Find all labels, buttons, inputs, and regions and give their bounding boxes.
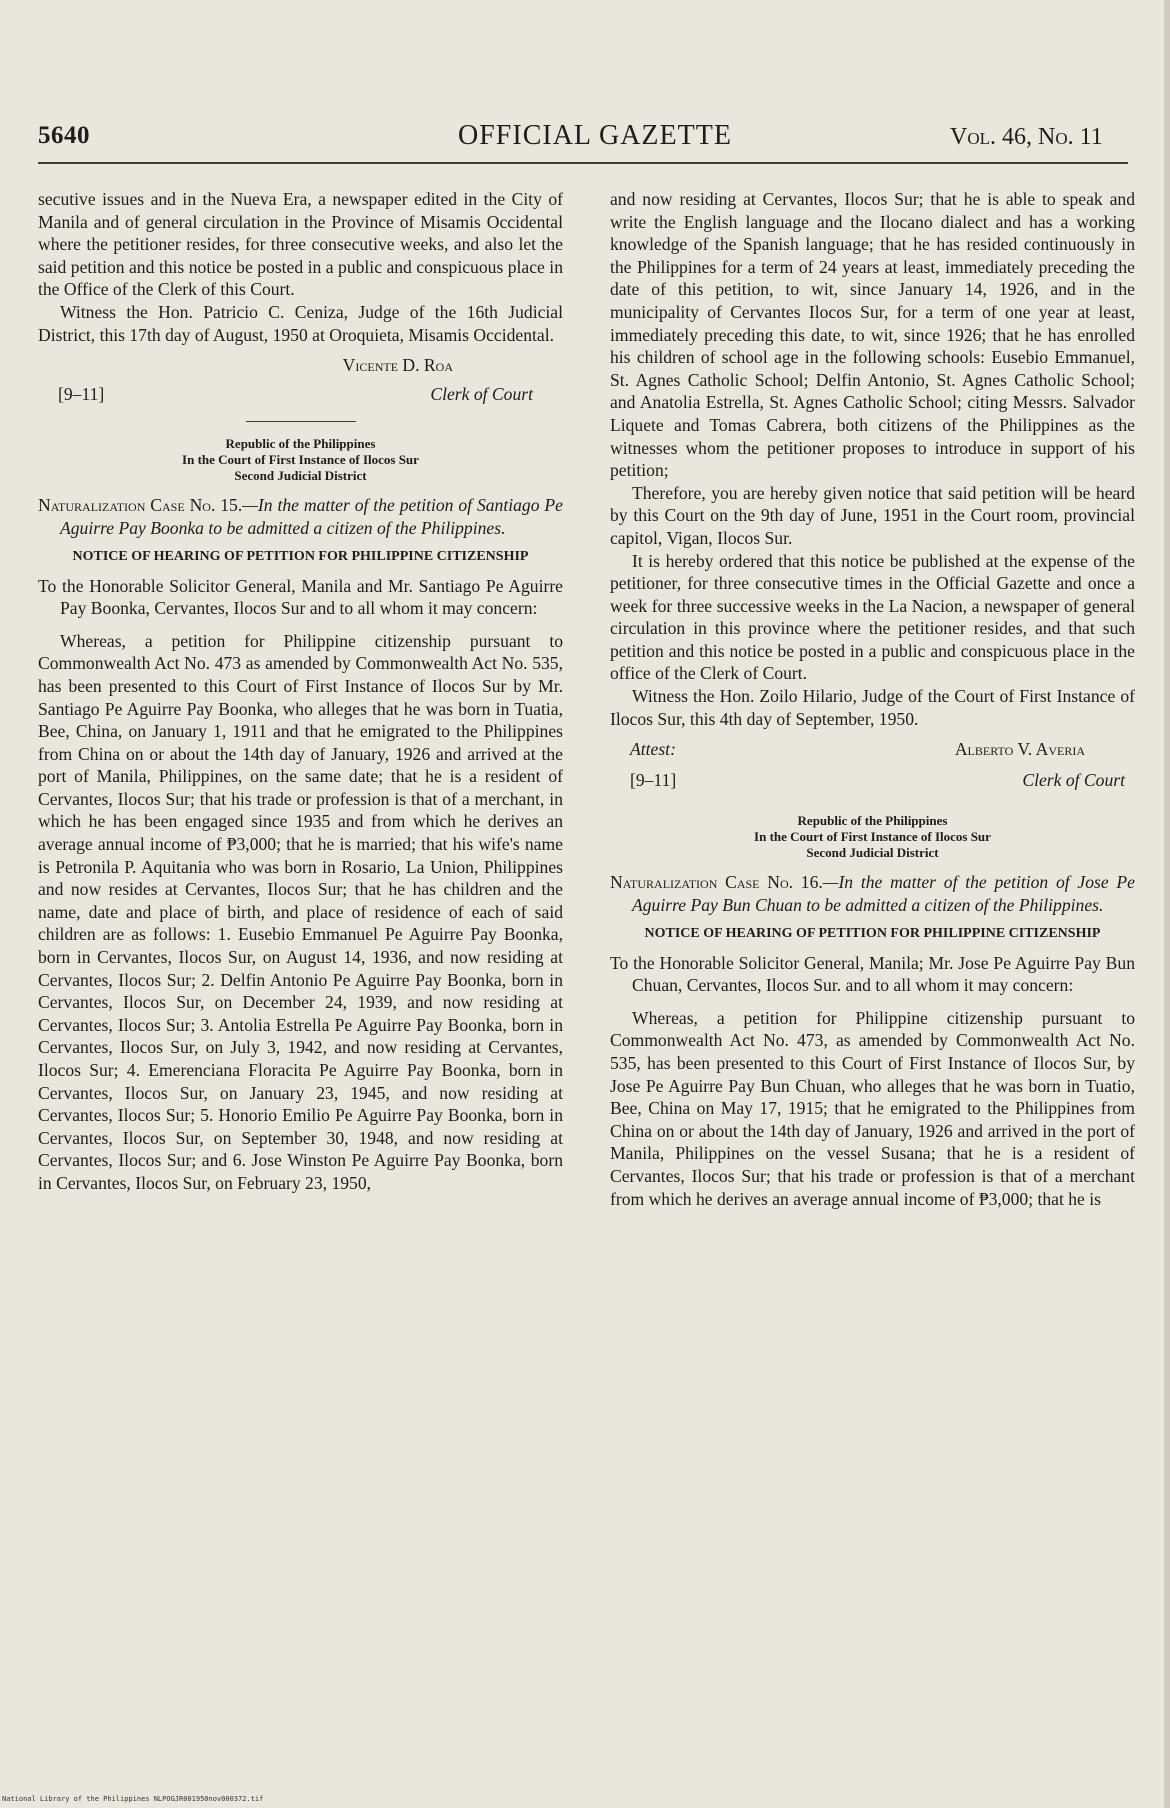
case-label: Naturalization Case No. 15. xyxy=(38,495,243,516)
volume-number: Vol. 46, No. 11 xyxy=(950,124,1103,150)
section-divider xyxy=(246,421,356,422)
court-line: Republic of the Philippines xyxy=(797,813,948,829)
court-line: In the Court of First Instance of Ilocos Sur xyxy=(754,829,991,845)
court-heading xyxy=(38,436,563,484)
court-line: In the Court of First Instance of Ilocos Sur xyxy=(182,452,419,468)
issue-ref: [9–11] xyxy=(630,769,677,790)
page-edge xyxy=(1164,0,1170,1808)
attest-label: Attest: xyxy=(630,739,676,760)
paragraph: secutive issues and in the Nueva Era, a newspaper edited in the City of Manila and of general circulation in the Province of Misamis Occidental where the petitioner resides, for three consecutive weeks, and also let the said petition and this notice be posted in a public and conspicuous place in the Office of the Clerk of this Court. xyxy=(38,189,563,300)
case-text: —In the matter of the petition of Jose Pe Aguirre Pay Bun Chuan to be admitted a citizen of the Philippines. xyxy=(632,872,1135,916)
court-line: Second Judicial District xyxy=(234,468,367,484)
signature-line xyxy=(38,383,563,406)
signature-line xyxy=(610,769,1135,792)
paragraph: Whereas, a petition for Philippine citizenship pursuant to Commonwealth Act No. 473 as amended by Commonwealth Act No. 535, has been presented to this Court of First Instance of Ilocos Sur by Mr. Santiago Pe Aguirre Pay Boonka, who alleges that he was born in Tuatia, Bee, China, on January 1, 1911 and that he emigrated to the Philippines from China on or about the 14th day of January, 1926 and arrived at the port of Manila, Philippines, on the same date; that he is a resident of Cervantes, Ilocos Sur; that his trade or profession is that of a merchant, in which he has been engaged since 1935 and from which he derives an average annual income of ₱3,000; that he is married; that his wife's name is Petronila P. Aquitania who was born in Rosario, La Union, Philippines and now resides at Cervantes, Ilocos Sur; that he has children and the name, date and place of birth, and place of residence of each of said children are as follows: 1. Eusebio Emmanuel Pe Aguirre Pay Boonka, born in Cervantes, Ilocos Sur, on August 14, 1936, and now residing at Cervantes, Ilocos Sur; 2. Delfin Antonio Pe Aguirre Pay Boonka, born in Cervantes, Ilocos Sur, on December 24, 1939, and now residing at Cervantes, Ilocos Sur; 3. Antolia Estrella Pe Aguirre Pay Boonka, born in Cervantes, Ilocos Sur, on July 3, 1942, and now residing at Cervantes, Ilocos Sur; 4. Emerenciana Floracita Pe Aguirre Pay Boonka, born in Cervantes, Ilocos Sur, on January 23, 1945, and now residing at Cervantes, Ilocos Sur; 5. Honorio Emilio Pe Aguirre Pay Boonka, born in Cervantes, Ilocos Sur, on September 30, 1948, and now residing at Cervantes, Ilocos Sur; and 6. Jose Winston Pe Aguirre Pay Boonka, born in Cervantes, Ilocos Sur, on February 23, 1950, xyxy=(38,630,563,1193)
case-text: —In the matter of the petition of Santiago Pe Aguirre Pay Boonka to be admitted a citizen of the Philippines. xyxy=(60,495,563,538)
court-line: Republic of the Philippines xyxy=(225,436,376,452)
publication-title: OFFICIAL GAZETTE xyxy=(458,120,732,151)
issue-ref: [9–11] xyxy=(58,383,105,404)
paragraph: It is hereby ordered that this notice be published at the expense of the petitioner, for three consecutive times in the Official Gazette and once a week for three successive weeks in the La Nacion, a newspaper of general circulation in this province where the petitioner resides, and that such petition and this notice be posted in a public and conspicuous place in the office of the Clerk of Court. xyxy=(610,550,1135,684)
left-column xyxy=(38,188,563,1195)
court-heading xyxy=(610,813,1135,861)
paragraph: and now residing at Cervantes, Ilocos Sur; that he is able to speak and write the English language and the Ilocano dialect and has a working knowledge of the Spanish language; that he has resided continuously in the Philippines for a term of 24 years at least, immediately preceding the date of this petition, to wit, since January 14, 1926, and in the municipality of Cervantes Ilocos Sur, for a term of one year at least, immediately preceding this date, to wit, since 1926; that he has enrolled his children of school age in the following schools: Eusebio Emmanuel, St. Agnes Catholic School; Delfin Antonio, St. Agnes Catholic School; and Anatolia Estrella, St. Agnes Catholic School; citing Messrs. Salvador Liquete and Tomas Cabrera, both citizens of the Philippines as the witnesses whom the petitioner proposes to introduce in support of his petition; xyxy=(610,189,1135,481)
header-rule xyxy=(38,162,1128,164)
notice-heading: NOTICE OF HEARING OF PETITION FOR PHILIPPINE CITIZENSHIP xyxy=(644,925,1101,941)
notice-heading: NOTICE OF HEARING OF PETITION FOR PHILIPPINE CITIZENSHIP xyxy=(72,548,529,564)
paragraph: Witness the Hon. Zoilo Hilario, Judge of the Court of First Instance of Ilocos Sur, this 4th day of September, 1950. xyxy=(610,686,1135,729)
court-line: Second Judicial District xyxy=(806,845,939,861)
signature-name: Vicente D. Roa xyxy=(342,355,453,376)
case-label: Naturalization Case No. 16. xyxy=(610,872,823,893)
paragraph: Whereas, a petition for Philippine citizenship pursuant to Commonwealth Act No. 473, as amended by Commonwealth Act No. 535, has been presented to this Court of First Instance of Ilocos Sur, by Jose Pe Aguirre Pay Bun Chuan, who alleges that he was born in Tuatio, Bee, China on May 17, 1915; that he emigrated to the Philippines from China on or about the 14th day of January, 1926 and arrived in the port of Manila, Philippines on the vessel Susana; that he is a resident of Cervantes, Ilocos Sur; that his trade or profession is that of a merchant from which he derives an average annual income of ₱3,000; that he is xyxy=(610,1007,1135,1209)
case-title xyxy=(610,871,1135,916)
right-column xyxy=(610,188,1135,1210)
scan-footer: National Library of the Philippines NLPOGJR001950nov000372.tif xyxy=(2,1795,264,1803)
attest-line xyxy=(610,738,1135,761)
addressee: To the Honorable Solicitor General, Manila; Mr. Jose Pe Aguirre Pay Bun Chuan, Cervantes, Ilocos Sur. and to all whom it may concern: xyxy=(610,952,1135,996)
signature-name: Alberto V. Averia xyxy=(954,739,1085,760)
page-number: 5640 xyxy=(38,122,90,149)
paragraph: Therefore, you are hereby given notice that said petition will be heard by this Court on the 9th day of June, 1951 in the Court room, provincial capitol, Vigan, Ilocos Sur. xyxy=(610,482,1135,548)
addressee: To the Honorable Solicitor General, Manila and Mr. Santiago Pe Aguirre Pay Boonka, Cervantes, Ilocos Sur and to all whom it may concern: xyxy=(38,575,563,619)
paragraph: Witness the Hon. Patricio C. Ceniza, Judge of the 16th Judicial District, this 17th day of August, 1950 at Oroquieta, Misamis Occidental. xyxy=(38,301,563,345)
case-title xyxy=(38,494,563,539)
signature-title: Clerk of Court xyxy=(1022,769,1125,790)
signature-title: Clerk of Court xyxy=(430,383,533,404)
